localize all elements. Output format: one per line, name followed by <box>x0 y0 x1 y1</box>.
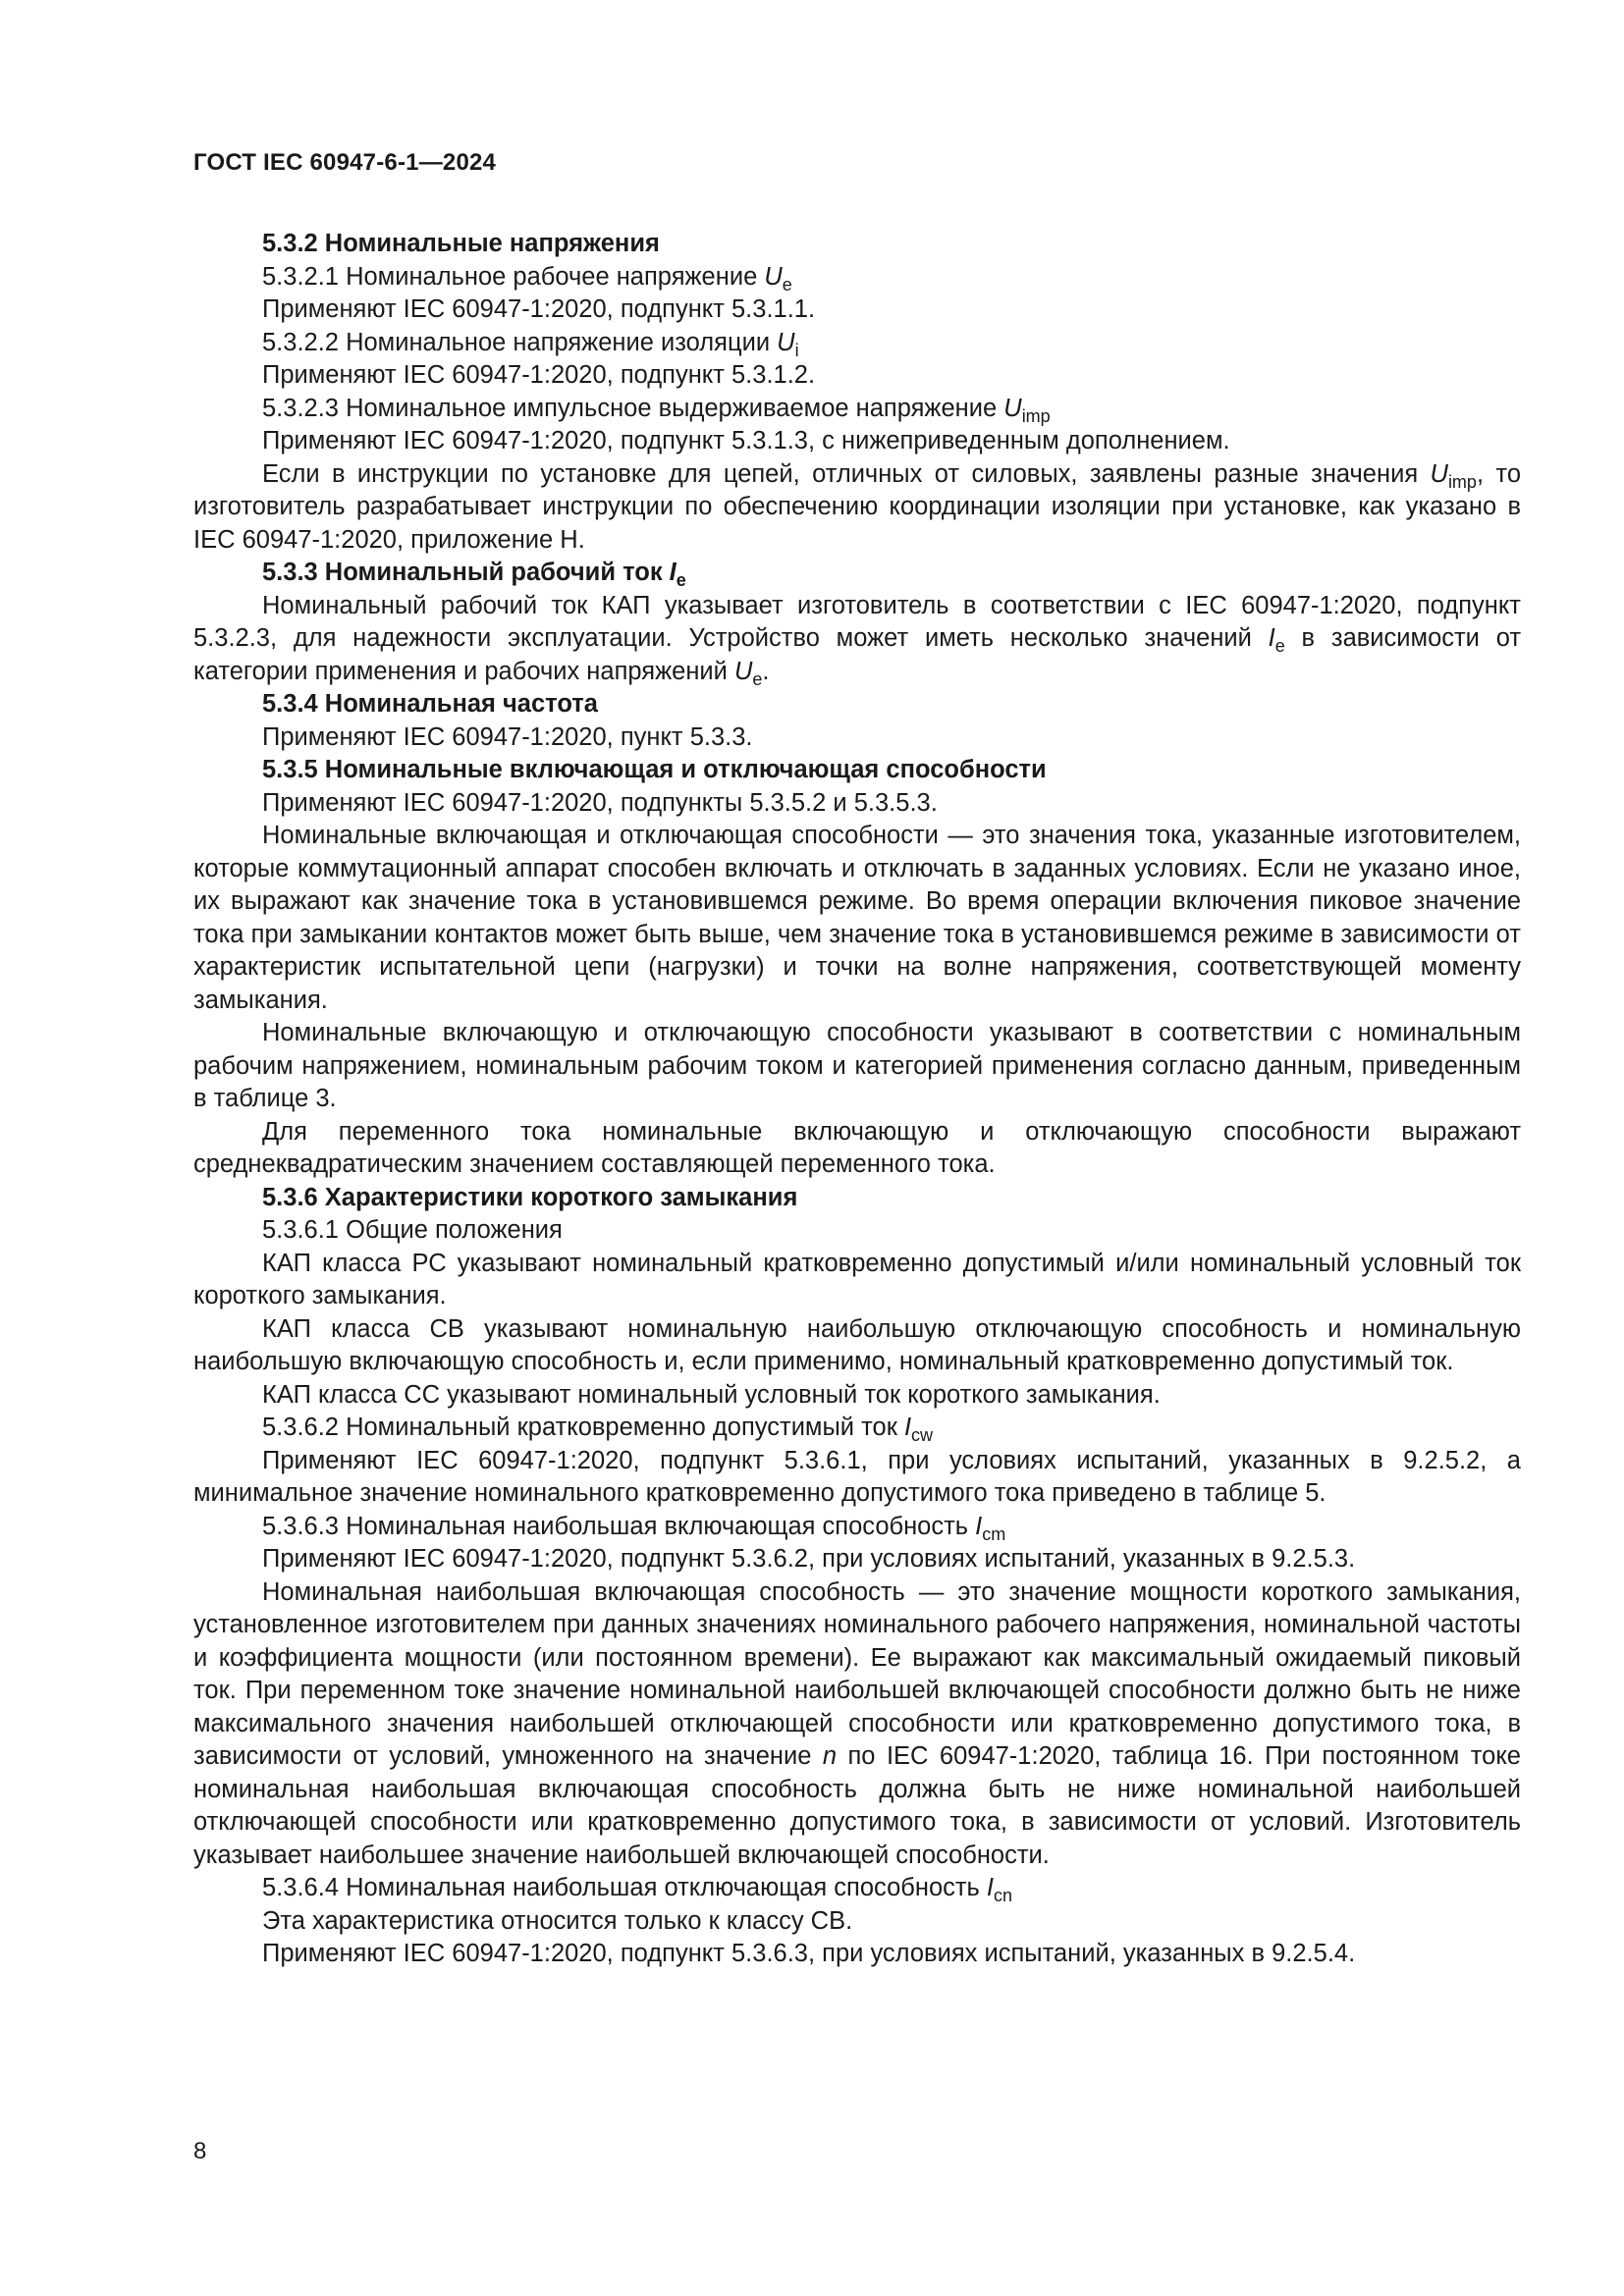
paragraph: Номинальные включающая и отключающая способности — это значения тока, указанные изготовителем, которые коммутационный аппарат способен включать и отключать в заданных условиях. Если не указано иное, их выражают как значение тока в установившемся режиме. Во время операции включения пиковое значение тока при замыкании контактов может быть выше, чем значение тока в установившемся режиме в зависимости от характеристик испытательной цепи (нагрузки) и точки на волне напряжения, соответствующей моменту замыкания. <box>193 822 1521 1014</box>
subsection-title: 5.3.6.4 Номинальная наибольшая отключающая способность <box>262 1874 987 1901</box>
section-heading-5-3-4: 5.3.4 Номинальная частота <box>262 690 598 718</box>
page-number: 8 <box>193 2138 207 2164</box>
subsection-title: 5.3.6.3 Номинальная наибольшая включающая способность <box>262 1512 976 1540</box>
paragraph <box>193 590 1521 689</box>
subsection-title: 5.3.2.2 Номинальное напряжение изоляции <box>262 328 778 356</box>
section-heading-5-3-5: 5.3.5 Номинальные включающая и отключающая способности <box>262 756 1047 783</box>
symbol-subscript: cn <box>994 1886 1013 1905</box>
subsection-title: 5.3.2.3 Номинальное импульсное выдерживаемое напряжение <box>262 394 1004 422</box>
symbol: U <box>777 328 795 356</box>
symbol: I <box>1268 624 1275 652</box>
paragraph: Применяют IEC 60947-1:2020, подпункт 5.3.6.1, при условиях испытаний, указанных в 9.2.5.2, а минимальное значение номинального кратковременно допустимого тока приведено в таблице 5. <box>193 1446 1521 1507</box>
symbol-subscript: e <box>782 274 792 294</box>
document-body <box>193 228 1521 1971</box>
paragraph: Применяют IEC 60947-1:2020, подпункт 5.3.6.3, при условиях испытаний, указанных в 9.2.5.4. <box>262 1940 1356 1967</box>
section-heading-5-3-6: 5.3.6 Характеристики короткого замыкания <box>262 1183 798 1211</box>
paragraph-text: по IEC 60947-1:2020, таблица 16. При постоянном токе номинальная наибольшая включающая способность должна быть не ниже номинальной наибольшей отключающей способности или кратковременно допустимого тока, в зависимости от условий. Изготовитель указывает наибольшее значение наибольшей включающей способности. <box>193 1742 1521 1869</box>
symbol: I <box>975 1512 983 1540</box>
symbol: n <box>822 1742 838 1770</box>
heading-text: 5.3.3 Номинальный рабочий ток <box>262 559 670 586</box>
symbol: U <box>764 262 783 291</box>
paragraph-text: Номинальная наибольшая включающая способность — это значение мощности короткого замыкания, установленное изготовителем при данных значениях номинального рабочего напряжения, номинальной частоты и коэффициента мощности (или постоянном времени). Ее выражают как максимальный ожидаемый пиковый ток. При переменном токе значение номинальной наибольшей включающей способности должно быть не ниже максимального значения наибольшей отключающей способности или кратковременно допустимого тока, в зависимости от условий, умноженного на значение <box>193 1577 1521 1770</box>
paragraph: КАП класса СВ указывают номинальную наибольшую отключающую способность и номинальную наибольшую включающую способность и, если применимо, номинальный кратковременно допустимый ток. <box>193 1314 1521 1375</box>
subsection-5-3-2-1 <box>193 261 1521 294</box>
symbol: U <box>1003 394 1022 422</box>
paragraph-text: Номинальный рабочий ток КАП указывает изготовитель в соответствии с IEC 60947-1:2020, подпункт 5.3.2.3, для надежности эксплуатации. Устройство может иметь несколько значений <box>193 591 1521 652</box>
paragraph: Эта характеристика относится только к классу СВ. <box>262 1906 853 1935</box>
paragraph-text: , то изготовитель разрабатывает инструкции по обеспечению координации изоляции при установке, как указано в IEC 60947-1:2020, приложение Н. <box>193 459 1521 554</box>
document-header: ГОСТ IEC 60947-6-1—2024 <box>193 149 497 176</box>
symbol-subscript: e <box>752 668 763 689</box>
paragraph <box>193 458 1521 558</box>
paragraph <box>193 1576 1521 1873</box>
symbol-subscript: i <box>794 340 799 360</box>
symbol-subscript: e <box>676 570 686 590</box>
subsection-title: 5.3.6.2 Номинальный кратковременно допустимый ток <box>262 1414 904 1441</box>
subsection-5-3-2-3 <box>193 393 1521 426</box>
symbol: I <box>986 1874 995 1901</box>
symbol: I <box>669 559 677 586</box>
symbol: U <box>1430 459 1448 488</box>
subsection-5-3-6-1: 5.3.6.1 Общие положения <box>262 1216 563 1244</box>
subsection-5-3-6-3 <box>193 1511 1521 1544</box>
paragraph: Номинальные включающую и отключающую способности указывают в соответствии с номинальным рабочим напряжением, номинальным рабочим током и категорией применения согласно данным, приведенным в таблице 3. <box>193 1019 1521 1112</box>
paragraph: Применяют IEC 60947-1:2020, подпункт 5.3.1.1. <box>262 295 816 323</box>
section-heading-5-3-3 <box>193 557 1521 590</box>
symbol-subscript: e <box>1274 636 1285 656</box>
paragraph: Применяют IEC 60947-1:2020, подпункт 5.3.1.3, с нижеприведенным дополнением. <box>262 427 1230 454</box>
paragraph: Применяют IEC 60947-1:2020, подпункты 5.3.5.2 и 5.3.5.3. <box>262 788 938 817</box>
symbol-subscript: imp <box>1447 471 1477 492</box>
paragraph: КАП класса РС указывают номинальный кратковременно допустимый и/или номинальный условный ток короткого замыкания. <box>193 1249 1521 1309</box>
paragraph: КАП класса СС указывают номинальный условный ток короткого замыкания. <box>262 1380 1161 1409</box>
symbol-subscript: cm <box>982 1523 1006 1544</box>
section-heading-5-3-2: 5.3.2 Номинальные напряжения <box>262 230 660 257</box>
subsection-5-3-2-2 <box>193 327 1521 360</box>
paragraph: Применяют IEC 60947-1:2020, подпункт 5.3.1.2. <box>262 361 816 389</box>
paragraph-text: в зависимости от категории применения и рабочих напряжений <box>193 624 1522 685</box>
subsection-title: 5.3.2.1 Номинальное рабочее напряжение <box>262 262 765 291</box>
symbol: U <box>733 657 753 685</box>
paragraph: Применяют IEC 60947-1:2020, подпункт 5.3.6.2, при условиях испытаний, указанных в 9.2.5.3. <box>262 1545 1356 1573</box>
subsection-5-3-6-4 <box>193 1872 1521 1905</box>
subsection-5-3-6-2 <box>193 1412 1521 1445</box>
paragraph: Для переменного тока номинальные включающую и отключающую способности выражают среднеквадратическим значением составляющей переменного тока. <box>193 1117 1521 1178</box>
paragraph: Применяют IEC 60947-1:2020, пункт 5.3.3. <box>262 722 753 751</box>
paragraph-text: Если в инструкции по установке для цепей, отличных от силовых, заявлены разные значения <box>262 459 1431 488</box>
symbol-subscript: imp <box>1021 405 1051 426</box>
paragraph-text: . <box>762 657 770 685</box>
symbol-subscript: cw <box>911 1425 934 1445</box>
symbol: I <box>903 1414 912 1441</box>
